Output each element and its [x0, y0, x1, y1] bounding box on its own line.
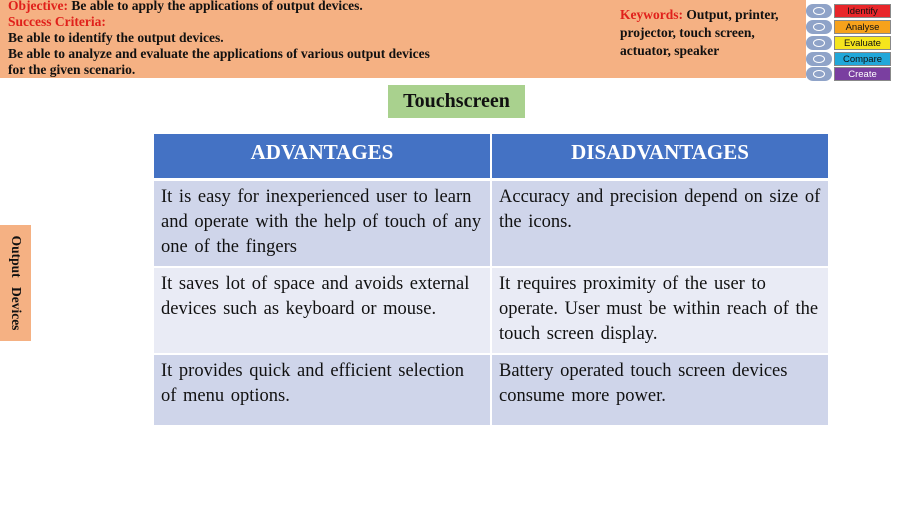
- slide-title: Touchscreen: [388, 85, 525, 118]
- table-header-row: [154, 134, 828, 179]
- side-tab: [0, 225, 31, 341]
- comparison-table: [154, 134, 828, 427]
- disadvantage-cell: Accuracy and precision depend on size of the icons.: [491, 179, 828, 267]
- bloom-label-identify: Identify: [834, 4, 891, 18]
- advantage-cell: It is easy for inexperienced user to learn and operate with the help of touch of any one of the fingers: [154, 179, 491, 267]
- table-row: [154, 354, 828, 426]
- objective-banner: [0, 0, 806, 78]
- bloom-row-evaluate: [806, 36, 894, 50]
- objective-label: Objective:: [8, 0, 68, 13]
- disadvantage-cell: It requires proximity of the user to operate. User must be within reach of the touch screen display.: [491, 267, 828, 354]
- keywords-label: Keywords:: [620, 7, 683, 22]
- objective-line: [8, 0, 608, 14]
- bloom-row-analyse: [806, 20, 894, 34]
- swirl-icon: [806, 4, 832, 18]
- table-row: [154, 179, 828, 267]
- objective-block: [8, 0, 608, 78]
- swirl-icon: [806, 36, 832, 50]
- bloom-row-create: [806, 67, 894, 81]
- objective-text: Be able to apply the applications of output devices.: [71, 0, 363, 13]
- advantage-cell: It saves lot of space and avoids external devices such as keyboard or mouse.: [154, 267, 491, 354]
- keywords-text: Output, printer, projector, touch screen, actuator, speaker: [620, 7, 779, 58]
- success-criteria-label: Success Criteria:: [8, 14, 106, 29]
- swirl-icon: [806, 20, 832, 34]
- disadvantage-cell: Battery operated touch screen devices consume more power.: [491, 354, 828, 426]
- criteria-item: Be able to identify the output devices.: [8, 30, 224, 45]
- swirl-icon: [806, 52, 832, 66]
- header-advantages: ADVANTAGES: [154, 134, 491, 179]
- bloom-row-identify: [806, 4, 894, 18]
- bloom-taxonomy-legend: [806, 4, 894, 82]
- header-disadvantages: DISADVANTAGES: [491, 134, 828, 179]
- advantage-cell: It provides quick and efficient selection of menu options.: [154, 354, 491, 426]
- side-tab-label: Output Devices: [9, 235, 24, 331]
- bloom-row-compare: [806, 52, 894, 66]
- bloom-label-compare: Compare: [834, 52, 891, 66]
- criteria-item: Be able to analyze and evaluate the applications of various output devices for the given scenario.: [8, 46, 430, 77]
- bloom-label-create: Create: [834, 67, 891, 81]
- table-row: [154, 267, 828, 354]
- bloom-label-analyse: Analyse: [834, 20, 891, 34]
- keywords-block: [620, 6, 805, 60]
- swirl-icon: [806, 67, 832, 81]
- bloom-label-evaluate: Evaluate: [834, 36, 891, 50]
